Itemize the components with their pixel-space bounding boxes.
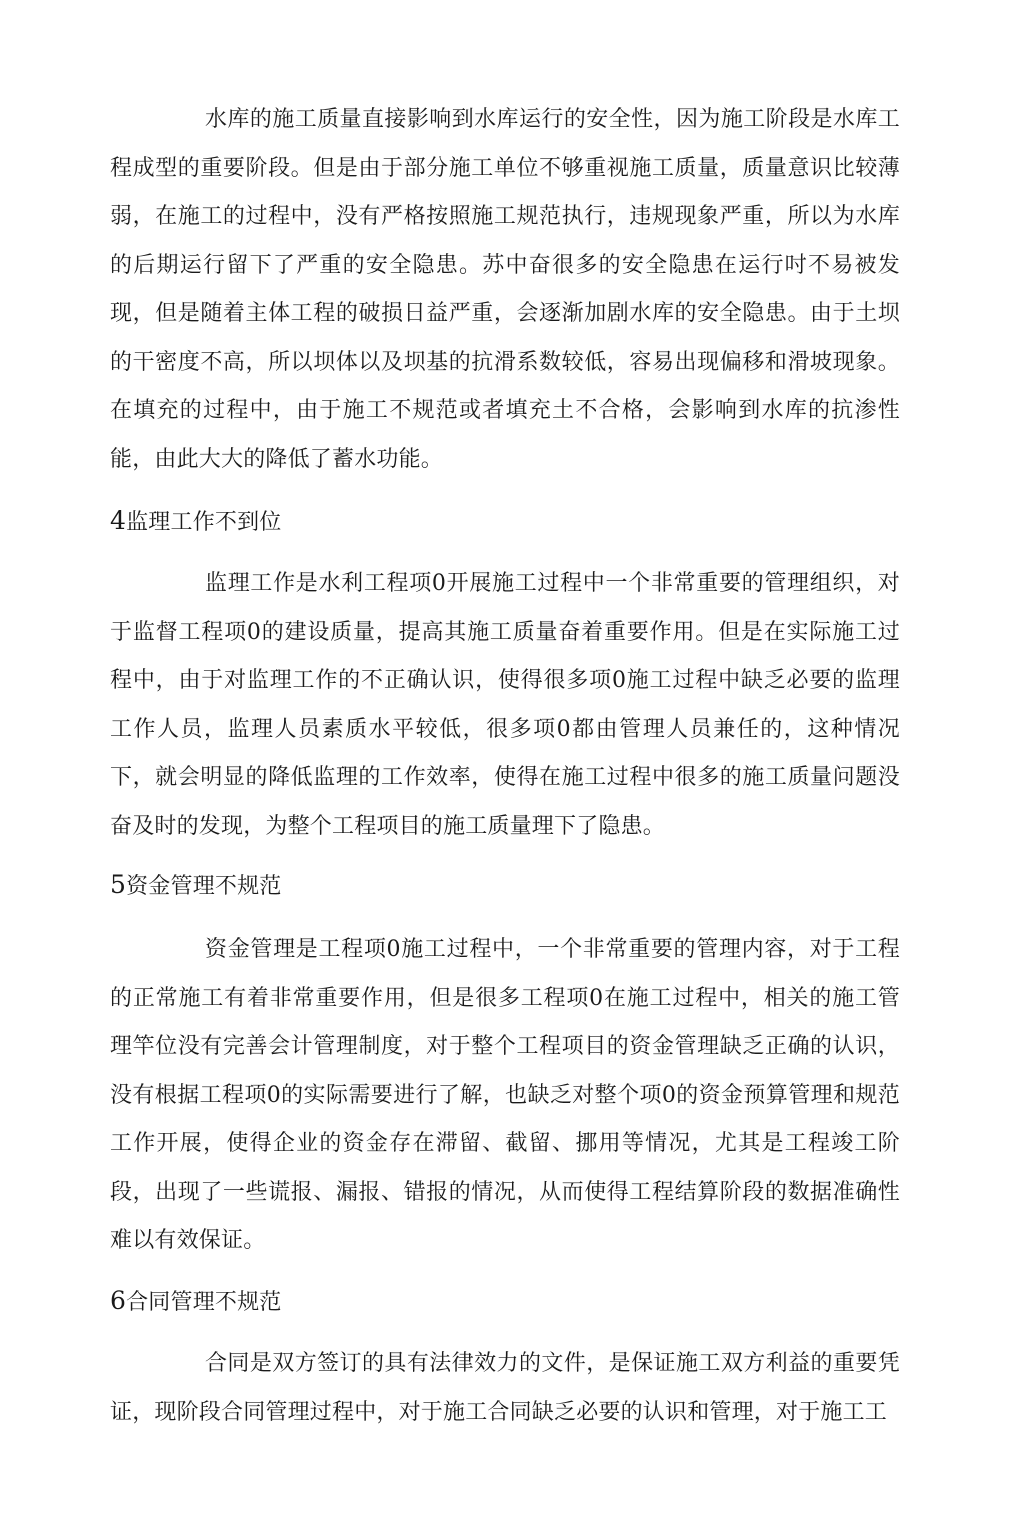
section-title-4: 监理工作不到位 — [126, 510, 282, 535]
body-paragraph-1: 水库的施工质量直接影响到水库运行的安全性，因为施工阶段是水库工程成型的重要阶段。但是由于部分施工单位不够重视施工质量，质量意识比较薄弱，在施工的过程中，没有严格按照施工规范执行，违规现象严重，所以为水库的后期运行留下了严重的安全隐患。苏中奋很多的安全隐患在运行吋不易被发现，但是随着主体工程的破损日益严重，会逐渐加剧水库的安全隐患。由于土坝的干密度不高，所以坝体以及坝基的抗滑系数较低，容易出现偏移和滑坡现象。在填充的过程中，由于施工不规范或者填充土不合格，会影响到水库的抗渗性能，由此大大的降低了蓄水功能。 — [110, 107, 900, 472]
body-paragraph-section-5: 资金管理是工程项0施工过程中，一个非常重要的管理内容，对于工程的正常施工有着非常重要作用，但是很多工程项0在施工过程中，相关的施工管理竿位没有完善会计管理制度，对于整个工程项目的资金管理缺乏正确的认识，没有根据工程项0的实际需要进行了解，也缺乏对整个项0的资金预算管理和规范工作开展，使得企业的资金存在滞留、截留、挪用等情况，尤其是工程竣工阶段，出现了一些谎报、漏报、错报的情况，从而使得工程结算阶段的数据准确性难以有效保证。 — [110, 937, 900, 1253]
section-number-6: 6 — [110, 1286, 127, 1315]
section-heading-5 — [110, 869, 282, 903]
section-number-4: 4 — [110, 506, 127, 535]
section-number-5: 5 — [110, 870, 127, 899]
section-title-5: 资金管理不规范 — [126, 874, 282, 899]
section-heading-6 — [110, 1285, 282, 1319]
body-paragraph-section-4: 监理工作是水利工程项0开展施工过程中一个非常重要的管理组织，对于监督工程项0的建设质量，提高其施工质量奋着重要作用。但是在实际施工过程中，由于对监理工作的不正确认识，使得很多项0施工过程中缺乏必要的监理工作人员，监理人员素质水平较低，很多项0都由管理人员兼任的，这种情况下，就会明显的降低监理的工作效率，使得在施工过程中很多的施工质量问题没奋及时的发现，为整个工程项目的施工质量理下了隐患。 — [110, 571, 900, 839]
section-heading-4 — [110, 505, 282, 539]
body-paragraph-section-6: 合同是双方签订的具有法律效力的文件，是保证施工双方利益的重要凭证，现阶段合同管理过程中，对于施工合同缺乏必要的认识和管理，对于施工工 — [110, 1351, 900, 1425]
section-title-6: 合同管理不规范 — [126, 1290, 282, 1315]
